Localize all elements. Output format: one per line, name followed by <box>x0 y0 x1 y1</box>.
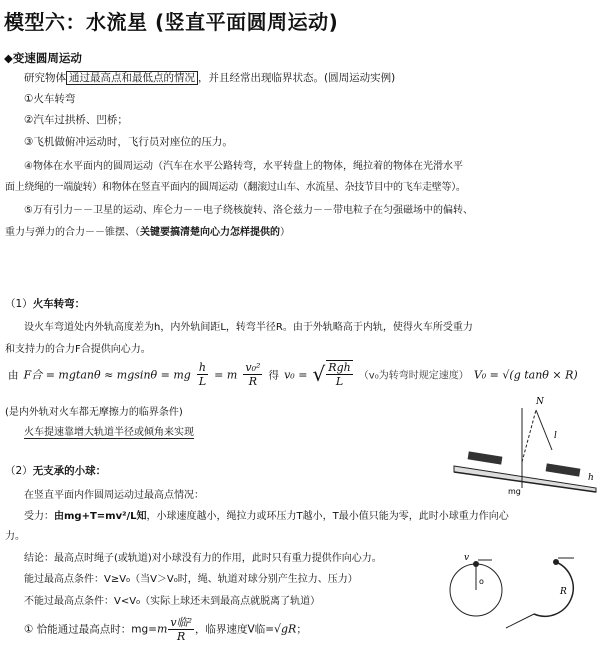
formula-v0: v₀ = <box>284 368 308 382</box>
vertical-circle-figure <box>446 548 596 648</box>
section-heading: ◆变速圆周运动 <box>4 51 82 65</box>
label-l: l <box>554 431 557 441</box>
formula-prefix: 由 <box>8 369 19 382</box>
sqrt-num: Rgh <box>328 361 351 374</box>
example-4-line-1: ④物体在水平面内的圆周运动（汽车在水平公路转弯，水平转盘上的物体，绳拉着的物体在光滑水平 <box>24 161 463 172</box>
label-o: o <box>479 577 484 586</box>
train-note-1: (是内外轨对火车都无摩擦力的临界条件) <box>5 407 183 418</box>
critical-end: ； <box>296 623 307 636</box>
sqrt-sign-icon: √ <box>312 362 326 386</box>
train-heading-num: （1） <box>5 298 33 310</box>
critical-num: v临² <box>170 616 193 629</box>
sqrt-frac <box>326 360 352 388</box>
right-wheel <box>546 463 581 476</box>
example-2: ②汽车过拱桥、凹桥； <box>24 114 128 126</box>
label-N: N <box>536 397 544 407</box>
ball-force-rest: ，小球速度越小，绳拉力或环压力T越小，T最小值只能为零，此时小球重力作向心 <box>146 511 509 522</box>
intro-line <box>24 70 395 85</box>
ball-heading-text: 无支承的小球： <box>32 465 107 477</box>
ball-top-right <box>553 559 559 565</box>
left-wheel <box>468 451 503 464</box>
sqrt-den: L <box>335 375 344 388</box>
train-line-2: 和支持力的合力F合提供向心力。 <box>5 344 151 355</box>
label-mg: mg <box>508 487 521 496</box>
frac2-num: v₀² <box>245 360 261 374</box>
formula-v0-alt: V₀ = √(g tanθ × R) <box>473 368 578 382</box>
ball-cannot-pass: 不能过最高点条件：V<V₀（实际上球还未到最高点就脱离了轨道） <box>24 596 321 607</box>
normal-line <box>522 410 536 462</box>
frac-h-over-L <box>197 361 208 388</box>
formula-main: F合 = mgtanθ ≈ mgsinθ = mg <box>23 368 191 382</box>
frac1-num: h <box>198 360 207 374</box>
ball-line-2 <box>24 507 509 522</box>
ball-force-label: 受力： <box>24 511 54 522</box>
intro-boxed-phrase: 通过最高点和最低点的情况 <box>66 71 198 85</box>
example-1: ①火车转弯 <box>24 93 76 105</box>
label-v: v <box>464 553 470 563</box>
example-5-prefix: 重力与弹力的合力－－锥摆、（ <box>5 227 140 238</box>
formula-de: 得 <box>268 369 279 382</box>
intro-prefix: 研究物体 <box>24 72 66 84</box>
ball-top-left <box>473 561 479 567</box>
ball-can-pass: 能过最高点条件：V≥V₀（当V＞V₀时，绳、轨道对球分别产生拉力、压力） <box>24 574 358 585</box>
ball-critical-line <box>24 616 307 643</box>
example-3: ③飞机做俯冲运动时，飞行员对座位的压力。 <box>24 136 233 148</box>
ball-force-eq: 由mg+T=mv²/L知 <box>54 511 147 522</box>
formula-paren: （v₀为转弯时规定速度） <box>358 370 469 382</box>
train-banking-figure <box>450 388 600 498</box>
track-entry <box>506 614 534 628</box>
track-arc <box>534 562 573 616</box>
label-h: h <box>588 473 594 483</box>
train-line-1: 设火车弯道处内外轨高度差为h，内外轨间距L，转弯半径R。由于外轨略高于内轨，使得火车所受重力 <box>24 322 473 333</box>
critical-prefix: ① 恰能通过最高点时：mg= <box>24 623 157 636</box>
example-5-emphasis: 关键要搞清楚向心力怎样提供的 <box>140 227 280 238</box>
label-R: R <box>560 587 567 597</box>
train-note-2: 火车提速靠增大轨道半径或倾角来实现 <box>24 423 194 439</box>
critical-mid: ，临界速度V临= <box>195 623 274 636</box>
frac-v0sq-over-R <box>243 361 262 388</box>
example-5-line-2 <box>5 223 290 238</box>
train-heading-text: 火车转弯： <box>32 298 86 310</box>
example-4-line-2: 面上绕绳的一端旋转）和物体在竖直平面内的圆周运动（翻滚过山车、水流星、杂技节目中的飞车走壁等）。 <box>5 182 466 193</box>
critical-sqrt: √gR <box>274 622 297 636</box>
ball-line-3: 力。 <box>5 531 25 542</box>
ball-heading <box>5 463 106 478</box>
example-5-line-1: ⑤万有引力－－卫星的运动、库仑力－－电子绕核旋转、洛仑兹力－－带电粒子在匀强磁场中的偏转、 <box>24 205 473 216</box>
train-formula <box>8 360 578 388</box>
frac2-den: R <box>248 374 258 388</box>
ball-heading-num: （2） <box>5 465 33 477</box>
ball-line-1: 在竖直平面内作圆周运动过最高点情况： <box>24 490 204 501</box>
l-line <box>536 410 552 450</box>
critical-frac <box>168 616 194 643</box>
critical-den: R <box>177 630 186 643</box>
train-heading <box>5 296 85 311</box>
critical-m: m <box>156 622 168 636</box>
frac1-den: L <box>198 374 207 388</box>
ball-conclusion: 结论：最高点时绳子(或轨道)对小球没有力的作用，此时只有重力提供作向心力。 <box>24 553 382 564</box>
example-5-suffix: ） <box>280 227 290 238</box>
page-title: 模型六：水流星 (竖直平面圆周运动) <box>4 10 339 34</box>
sqrt-expression <box>313 360 354 388</box>
formula-eq: = m <box>214 368 238 382</box>
intro-suffix: ，并且经常出现临界状态。(圆周运动实例) <box>198 72 396 84</box>
